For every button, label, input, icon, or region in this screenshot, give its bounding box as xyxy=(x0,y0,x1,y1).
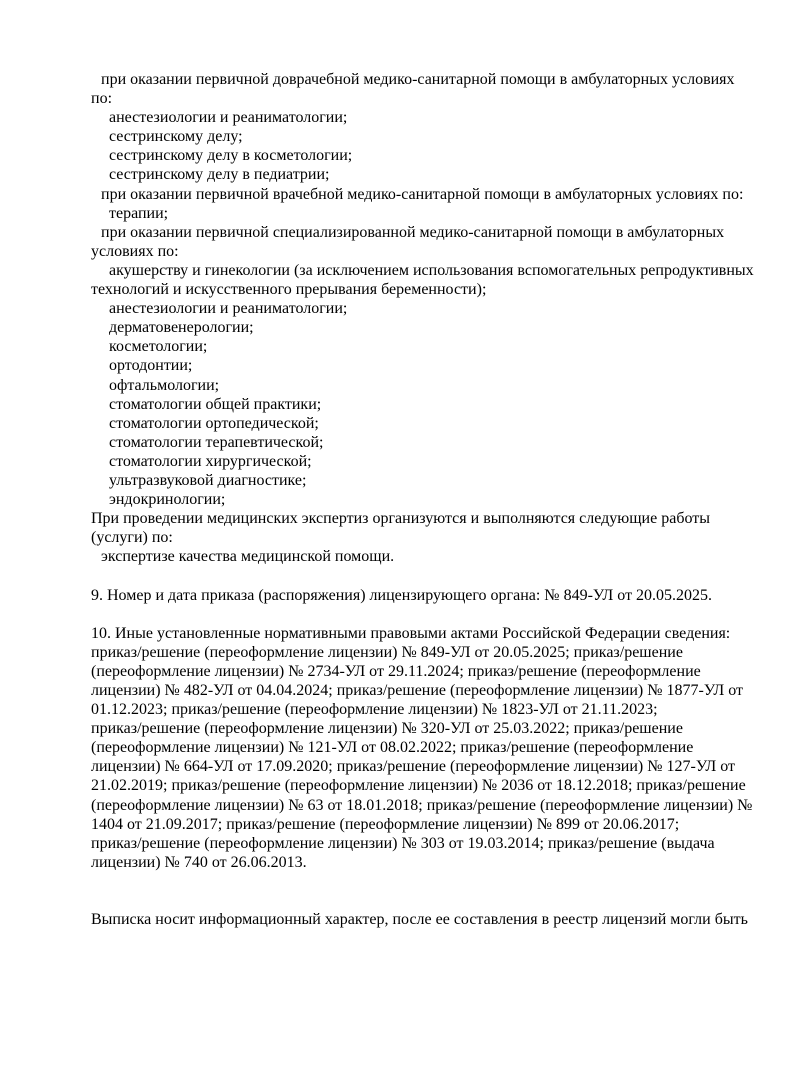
doc-line xyxy=(91,605,756,624)
doc-line: акушерству и гинекологии (за исключением использования вспомогательных репродуктивных xyxy=(109,261,754,279)
doc-line: сестринскому делу в косметологии; xyxy=(109,147,353,165)
doc-line: сестринскому делу; xyxy=(109,128,243,146)
doc-line: приказ/решение (переоформление лицензии) № 303 от 19.03.2014; приказ/решение (выдача xyxy=(91,834,715,852)
doc-line xyxy=(91,566,756,585)
doc-line: 10. Иные установленные нормативными правовыми актами Российской Федерации сведения: xyxy=(91,624,731,642)
doc-line: терапии; xyxy=(109,204,169,222)
doc-line xyxy=(91,872,756,891)
doc-line: анестезиологии и реаниматологии; xyxy=(109,300,348,318)
doc-line: (переоформление лицензии) № 2734-УЛ от 29.11.2024; приказ/решение (переоформление xyxy=(91,662,701,680)
doc-line: ультразвуковой диагностике; xyxy=(109,471,307,489)
doc-line: дерматовенерологии; xyxy=(109,319,254,337)
doc-line: стоматологии терапевтической; xyxy=(109,433,324,451)
doc-line: косметологии; xyxy=(109,338,208,356)
doc-line: 21.02.2019; приказ/решение (переоформление лицензии) № 2036 от 18.12.2018; приказ/решение xyxy=(91,777,746,795)
doc-line: приказ/решение (переоформление лицензии) № 320-УЛ от 25.03.2022; приказ/решение xyxy=(91,720,683,738)
doc-line: эндокринологии; xyxy=(109,491,226,509)
doc-line: 01.12.2023; приказ/решение (переоформление лицензии) № 1823-УЛ от 21.11.2023; xyxy=(91,701,658,719)
doc-line: (переоформление лицензии) № 63 от 18.01.2018; приказ/решение (переоформление лицензии) № xyxy=(91,796,753,814)
doc-line: экспертизе качества медицинской помощи. xyxy=(101,548,395,566)
doc-line: (услуги) по: xyxy=(91,529,173,547)
doc-line: стоматологии общей практики; xyxy=(109,395,322,413)
doc-line xyxy=(91,891,756,910)
doc-line: стоматологии хирургической; xyxy=(109,452,312,470)
doc-line: 1404 от 21.09.2017; приказ/решение (переоформление лицензии) № 899 от 20.06.2017; xyxy=(91,815,680,833)
doc-line: (переоформление лицензии) № 121-УЛ от 08.02.2022; приказ/решение (переоформление xyxy=(91,739,694,757)
doc-line: технологий и искусственного прерывания беременности); xyxy=(91,281,487,299)
doc-line: Выписка носит информационный характер, после ее составления в реестр лицензий могли быть xyxy=(91,911,748,929)
doc-line: приказ/решение (переоформление лицензии) № 849-УЛ от 20.05.2025; приказ/решение xyxy=(91,643,683,661)
doc-line: условиях по: xyxy=(91,242,179,260)
doc-line: при оказании первичной доврачебной медико-санитарной помощи в амбулаторных условиях xyxy=(101,71,735,88)
doc-line: сестринскому делу в педиатрии; xyxy=(109,166,330,184)
doc-line: 9. Номер и дата приказа (распоряжения) лицензирующего органа: № 849-УЛ от 20.05.2025. xyxy=(91,586,713,604)
doc-line: лицензии) № 664-УЛ от 17.09.2020; приказ/решение (переоформление лицензии) № 127-УЛ от xyxy=(91,758,735,776)
doc-line: лицензии) № 740 от 26.06.2013. xyxy=(91,853,307,871)
doc-line: При проведении медицинских экспертиз организуются и выполняются следующие работы xyxy=(91,510,710,528)
doc-line: при оказании первичной специализированной медико-санитарной помощи в амбулаторных xyxy=(101,223,725,241)
doc-line: стоматологии ортопедической; xyxy=(109,414,319,432)
doc-line: лицензии) № 482-УЛ от 04.04.2024; приказ/решение (переоформление лицензии) № 1877-УЛ от xyxy=(91,682,743,699)
doc-line: анестезиологии и реаниматологии; xyxy=(109,109,348,127)
doc-line: при оказании первичной врачебной медико-санитарной помощи в амбулаторных условиях по: xyxy=(101,185,744,203)
doc-line: офтальмологии; xyxy=(109,376,220,394)
document-body xyxy=(91,70,756,929)
doc-line: по: xyxy=(91,90,113,108)
doc-line: ортодонтии; xyxy=(109,357,193,375)
